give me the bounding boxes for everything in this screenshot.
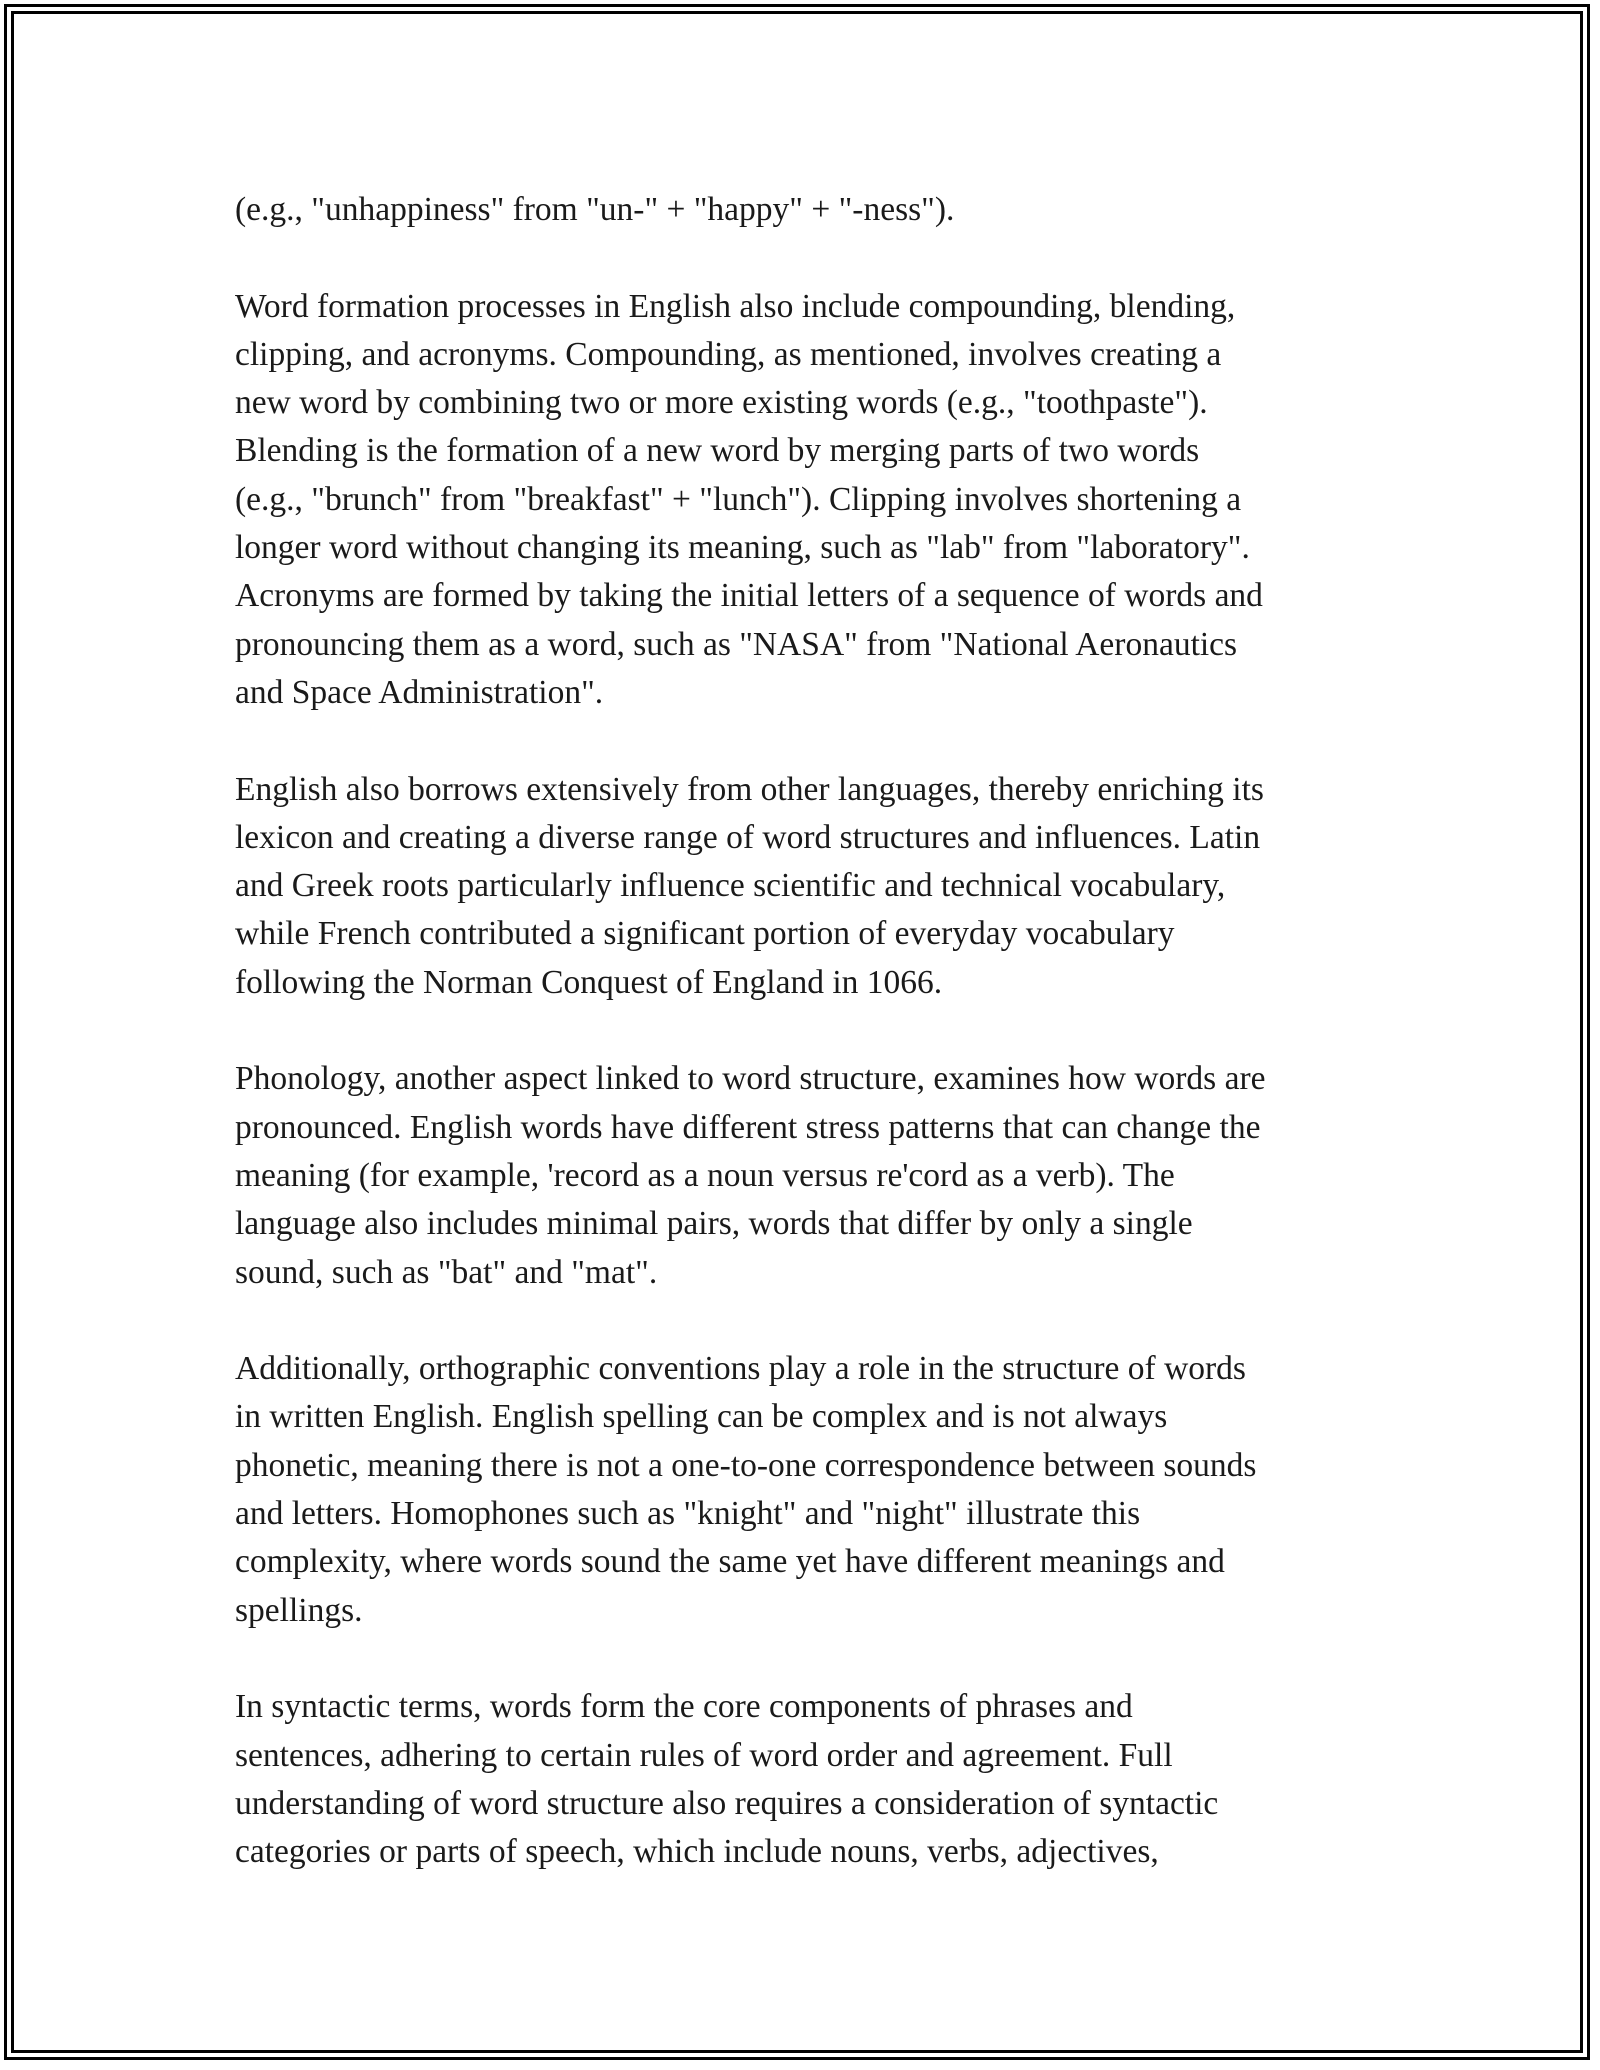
document-body bbox=[235, 186, 1385, 1876]
paragraph-3: English also borrows extensively from other languages, thereby enriching its lexicon and creating a diverse range of word structures and influences. Latin and Greek roots particularly influence scientific and technical vocabulary, while French contributed a significant portion of everyday vocabulary following the Norman Conquest of England in 1066. bbox=[235, 770, 1264, 1001]
paragraph-2: Word formation processes in English also include compounding, blending, clipping, and acronyms. Compounding, as mentioned, involves creating a new word by combining two or more existing words (e.g., "toothpaste"). Blending is the formation of a new word by merging parts of two words (e.g., "brunch" from "breakfast" + "lunch"). Clipping involves shortening a longer word without changing its meaning, such as "lab" from "laboratory". Acronyms are formed by taking the initial letters of a sequence of words and pronouncing them as a word, such as "NASA" from "National Aeronautics and Space Administration". bbox=[235, 287, 1263, 711]
paragraph-4: Phonology, another aspect linked to word structure, examines how words are pronounced. English words have different stress patterns that can change the meaning (for example, 'record as a noun versus re'cord as a verb). The language also includes minimal pairs, words that differ by only a single sound, such as "bat" and "mat". bbox=[235, 1060, 1266, 1291]
paragraph-1: (e.g., "unhappiness" from "un-" + "happy" + "-ness"). bbox=[235, 191, 955, 228]
paragraph-5: Additionally, orthographic conventions play a role in the structure of words in written English. English spelling can be complex and is not always phonetic, meaning there is not a one-to-one correspondence between sounds and letters. Homophones such as "knight" and "night" illustrate this complexity, where words sound the same yet have different meanings and spellings. bbox=[235, 1350, 1257, 1629]
paragraph-6: In syntactic terms, words form the core components of phrases and sentences, adhering to certain rules of word order and agreement. Full understanding of word structure also requires a consideration of syntactic categories or parts of speech, which include nouns, verbs, adjectives, bbox=[235, 1688, 1219, 1871]
